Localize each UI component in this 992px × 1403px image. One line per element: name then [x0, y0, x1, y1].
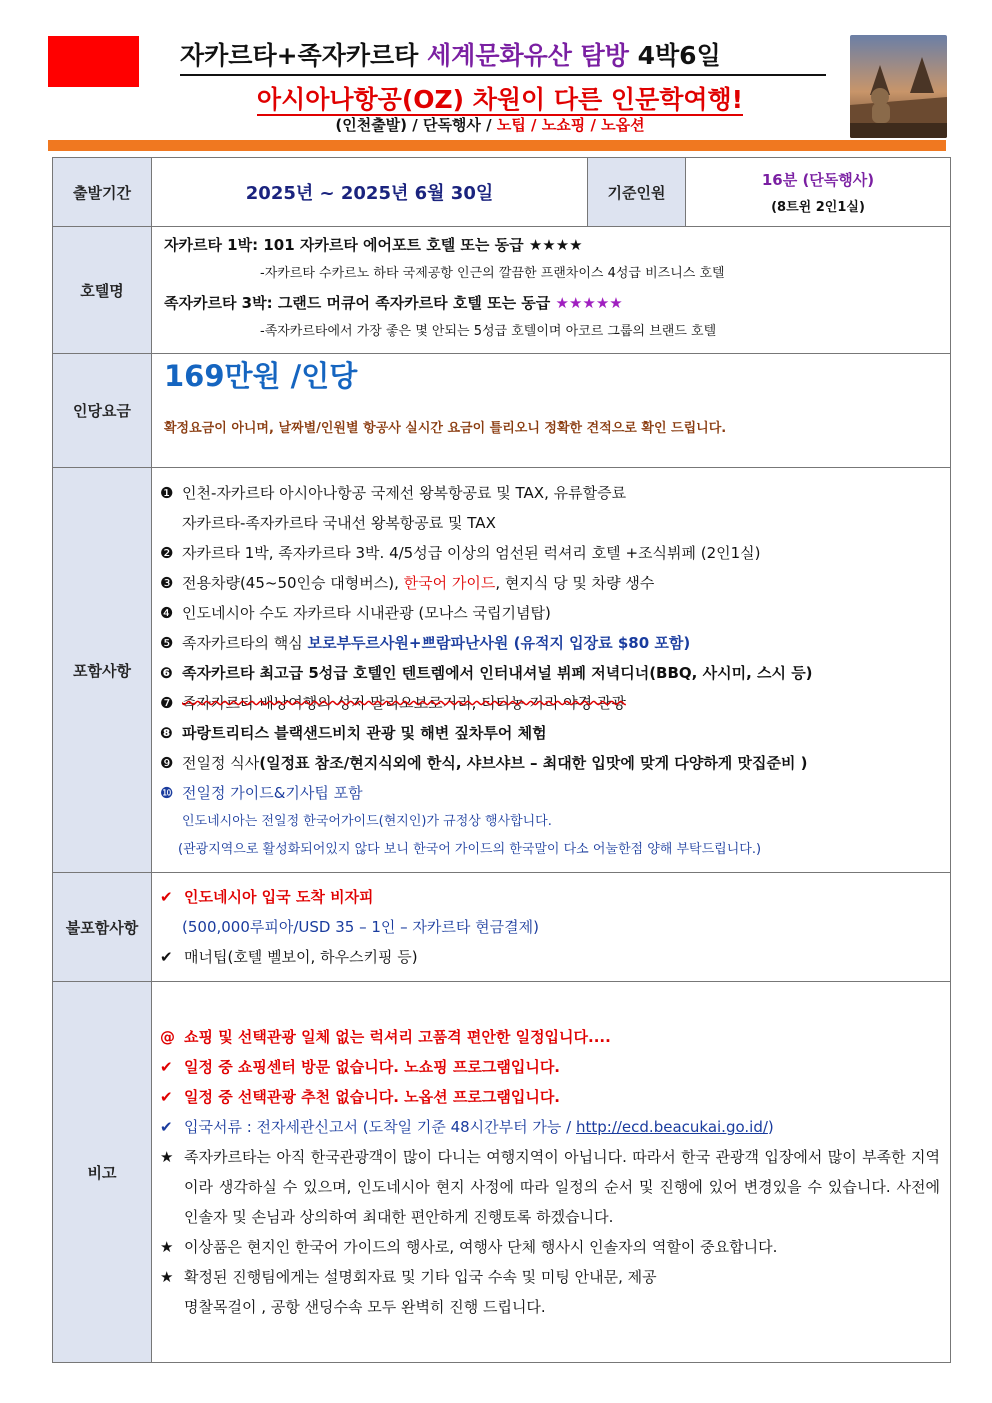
- title-part2: 세계문화유산 탐방: [427, 41, 629, 70]
- row-excluded: [53, 873, 951, 982]
- num-1: ❶: [160, 484, 174, 502]
- included-item-1: [160, 478, 942, 508]
- num-6: ❻: [160, 664, 173, 682]
- num-2: ❷: [160, 544, 174, 562]
- remark-4c: ): [767, 1118, 774, 1136]
- remark-7-text: 확정된 진행팀에게는 설명회자료 및 기타 입국 수속 및 미팅 안내문, 제공: [184, 1268, 657, 1286]
- label-price: 인당요금: [53, 354, 152, 468]
- remark-7b: 명찰목걸이 , 공항 샌딩수속 모두 완벽히 진행 드립니다.: [184, 1298, 546, 1316]
- check-icon: ✔: [160, 888, 173, 906]
- excluded-item-1: [160, 882, 942, 912]
- label-hotel: 호텔명: [53, 227, 152, 354]
- included-item-10: [160, 778, 942, 808]
- included-item-2: [160, 538, 942, 568]
- price-note: 확정요금이 아니며, 날짜별/인원별 항공사 실시간 요금이 틀리오니 정확한 견적으로 확인 드립니다.: [164, 421, 727, 436]
- remark-5: [160, 1142, 940, 1232]
- hotel-2-name: 족자카르타 3박: 그랜드 머큐어 족자카르타 호텔 또는 동급: [164, 294, 556, 312]
- item-9b: (일정표 참조/현지식외에 한식, 샤브샤브 – 최대한 입맛에 맞게 다양하게 맛집준비 ): [259, 754, 808, 772]
- included-item-4: [160, 598, 942, 628]
- included-content: [152, 468, 951, 873]
- remark-6-text: 이상품은 현지인 한국어 가이드의 행사로, 여행사 단체 행사시 인솔자의 역할이 중요합니다.: [184, 1238, 778, 1256]
- info-table: [52, 157, 951, 1363]
- star-icon: ★: [160, 1238, 174, 1256]
- num-8: ❽: [160, 724, 173, 742]
- check-icon: ✔: [160, 1058, 173, 1076]
- check-icon: ✔: [160, 1088, 173, 1106]
- period-value: 2025년 ~ 2025년 6월 30일: [152, 158, 588, 227]
- star-icon: ★: [160, 1268, 174, 1286]
- hotel-1-name: 자카르타 1박: 101 자카르타 에어포트 호텔 또는 동급: [164, 236, 529, 254]
- item-5a: 족자카르타의 핵심: [182, 634, 308, 652]
- label-excluded: 불포함사항: [53, 873, 152, 982]
- title-part3: 4박6일: [628, 41, 721, 70]
- remark-5-text: 족자카르타는 아직 한국관광객이 많이 다니는 여행지역이 아닙니다. 따라서 한국 관광객 입장에서 많이 부족한 지역이라 생각하실 수 있으며, 인도네시아 현지 사정에 따라 일정의 순서 및 진행에 있어 변경있을 수 있습니다. 사전에 인솔자 및 손님과 상의하여 최대한 편안하게 진행토록 하겠습니다.: [184, 1148, 940, 1226]
- remark-3: [160, 1082, 940, 1112]
- remark-1-text: 쇼핑 및 선택관광 일체 없는 럭셔리 고품격 편안한 일정입니다....: [184, 1028, 611, 1046]
- included-item-3: [160, 568, 942, 598]
- tags-red: 노팁 / 노쇼핑 / 노옵션: [496, 116, 645, 134]
- num-7: ❼: [160, 694, 174, 712]
- excluded-1-text: 인도네시아 입국 도착 비자피: [184, 888, 374, 906]
- num-5: ❺: [160, 634, 174, 652]
- price-content: [152, 354, 951, 468]
- item-10-text: 전일정 가이드&기사팁 포함: [182, 784, 363, 802]
- num-3: ❸: [160, 574, 174, 592]
- check-icon: ✔: [160, 1118, 173, 1136]
- remark-4a: 입국서류 : 전자세관신고서 (도착일 기준 48시간부터 가능 /: [184, 1118, 576, 1136]
- temple-photo: [850, 35, 947, 138]
- hotel-1: [160, 230, 942, 260]
- red-flag-block: [48, 36, 139, 87]
- excluded-2-text: 매너팁(호텔 벨보이, 하우스키핑 등): [184, 948, 418, 966]
- hotel-1-desc: -자카르타 수카르노 하타 국제공항 인근의 깔끔한 프랜차이스 4성급 비즈니스 호텔: [260, 266, 725, 281]
- customs-link[interactable]: http://ecd.beacukai.go.id/: [575, 1118, 768, 1136]
- included-item-1b: 자카르타-족자카르타 국내선 왕복항공료 및 TAX: [182, 514, 496, 532]
- price-value: 169만원 /인당: [164, 359, 358, 393]
- item-7-text: 족자카르타 배낭여행의 성지 말리오보로거리, 티티농 거리 야경 관광: [182, 694, 626, 712]
- row-included: [53, 468, 951, 873]
- remark-2-text: 일정 중 쇼핑센터 방문 없습니다. 노쇼핑 프로그램입니다.: [184, 1058, 561, 1076]
- included-item-10c: (관광지역으로 활성화되어있지 않다 보니 한국어 가이드의 한국말이 다소 어눌한점 양해 부탁드립니다.): [178, 842, 762, 857]
- row-remarks: [53, 982, 951, 1363]
- remark-2: [160, 1052, 940, 1082]
- hotel-2: [160, 288, 942, 318]
- hotel-2-desc: -족자카르타에서 가장 좋은 몇 안되는 5성급 호텔이며 아코르 그룹의 브랜드 호텔: [260, 324, 717, 339]
- hotel-1-stars: ★★★★: [528, 236, 583, 254]
- row-period: [53, 158, 951, 227]
- page-subtitle: [150, 80, 850, 116]
- item-9a: 전일정 식사: [182, 754, 260, 772]
- crowd-line1: 16분 (단독행사): [761, 171, 875, 189]
- item-4-text: 인도네시아 수도 자카르타 시내관광 (모나스 국립기념탑): [182, 604, 551, 622]
- label-remarks: 비고: [53, 982, 152, 1363]
- remark-6: [160, 1232, 940, 1262]
- remark-4: [160, 1112, 940, 1142]
- included-item-7: [160, 688, 942, 718]
- page-tags: [180, 114, 800, 135]
- row-price: [53, 354, 951, 468]
- num-10: ❿: [160, 784, 174, 802]
- item-3c: , 현지식 당 및 차량 생수: [495, 574, 655, 592]
- included-item-8: [160, 718, 942, 748]
- label-included: 포함사항: [53, 468, 152, 873]
- included-item-9: [160, 748, 942, 778]
- at-icon: @: [160, 1028, 175, 1046]
- item-6-text: 족자카르타 최고급 5성급 호텔인 텐트렘에서 인터내셔널 뷔페 저녁디너(BBQ, 사시미, 스시 등): [182, 664, 813, 682]
- item-5b: 보로부두르사원+쁘람파난사원 (유적지 입장료 $80 포함): [307, 634, 691, 652]
- remarks-content: [152, 982, 951, 1363]
- item-3b: 한국어 가이드: [403, 574, 496, 592]
- remark-3-text: 일정 중 선택관광 추천 없습니다. 노옵션 프로그램입니다.: [184, 1088, 561, 1106]
- crowd-value: [686, 158, 951, 227]
- tags-black: (인천출발) / 단독행사 /: [335, 116, 497, 134]
- remark-7: [160, 1262, 940, 1292]
- item-2-text: 자카르타 1박, 족자카르타 3박. 4/5성급 이상의 엄선된 럭셔리 호텔 +조식뷔페 (2인1실): [182, 544, 761, 562]
- excluded-item-2: [160, 942, 942, 972]
- orange-divider: [48, 140, 946, 151]
- num-4: ❹: [160, 604, 174, 622]
- row-hotel: [53, 227, 951, 354]
- item-3a: 전용차량(45~50인승 대형버스),: [182, 574, 404, 592]
- star-icon: ★: [160, 1148, 174, 1166]
- hotel-2-stars: ★★★★★: [555, 294, 623, 312]
- hotel-content: [152, 227, 951, 354]
- check-icon: ✔: [160, 948, 173, 966]
- label-period: 출발기간: [53, 158, 152, 227]
- page-title: [180, 36, 826, 76]
- remark-1: [160, 1022, 940, 1052]
- item-8-text: 파랑트리티스 블랙샌드비치 관광 및 해변 짚차투어 체험: [182, 724, 547, 742]
- subtitle-text: 아시아나항공(OZ) 차원이 다른 인문학여행!: [256, 85, 744, 114]
- excluded-item-1b: (500,000루피아/USD 35 – 1인 – 자카르타 현금결제): [182, 918, 539, 936]
- label-crowd: 기준인원: [588, 158, 686, 227]
- crowd-line2: (8트윈 2인1실): [771, 200, 865, 215]
- included-item-5: [160, 628, 942, 658]
- excluded-content: [152, 873, 951, 982]
- item-1-text: 인천-자카르타 아시아나항공 국제선 왕복항공료 및 TAX, 유류할증료: [182, 484, 627, 502]
- num-9: ❾: [160, 754, 174, 772]
- title-part1: 자카르타+족자카르타: [180, 41, 428, 70]
- included-item-10b: 인도네시아는 전일정 한국어가이드(현지인)가 규정상 행사합니다.: [182, 814, 552, 829]
- included-item-6: [160, 658, 942, 688]
